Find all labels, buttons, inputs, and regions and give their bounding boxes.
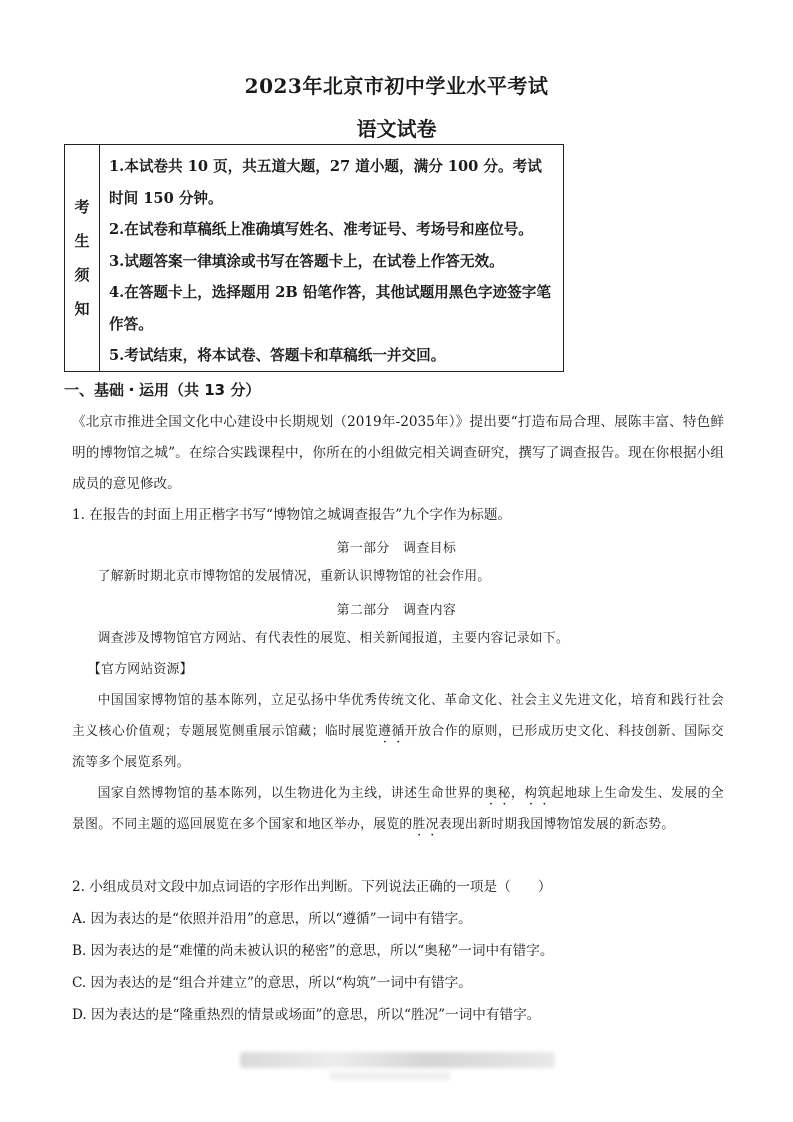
section-heading: 一、基础・运用（共 13 分） [64,381,261,399]
question-2-option-c: C. 因为表达的是“组合并建立”的意思，所以“构筑”一词中有错字。 [72,975,472,991]
part2-title: 第二部分 调查内容 [336,603,457,618]
question-1: 1. 在报告的封面上用正楷字书写“博物馆之城调查报告”九个字作为标题。 [72,507,512,523]
blurred-footer-watermark [330,1072,450,1080]
para-text: 国家自然博物馆的基本陈列，以生物进化为主线，讲述生命世界的 [97,786,485,801]
notice-items [100,145,563,371]
part1-title: 第一部分 调查目标 [336,541,457,556]
para-text: 中国国家博物馆的基本陈列，立足弘扬中华优秀传统文化、革命文化、社会主义先进文化，培育和践行社会主义核心价值观；专题展览侧重展示馆藏；临时展览 [72,693,724,739]
part2-text: 调查涉及博物馆官方网站、有代表性的展览、相关新闻报道，主要内容记录如下。 [97,631,570,646]
blurred-footer-watermark [240,1052,555,1068]
notice-heading-cell [65,145,100,371]
question-2-option-a: A. 因为表达的是“依照并沿用”的意思，所以“遵循”一词中有错字。 [72,911,472,927]
para-text: 表现出新时期我国博物馆发展的新态势。 [438,817,675,832]
dotted-word: 遵循 [378,724,405,739]
resource-label: 【官方网站资源】 [88,662,193,677]
notice-heading: 考生须知 [74,198,90,318]
exam-title: 2023年北京市初中学业水平考试 [244,74,549,98]
question-2-option-d: D. 因为表达的是“隆重热烈的情景或场面”的意思，所以“胜况”一词中有错字。 [72,1007,541,1023]
report-paragraph-nature [72,778,724,840]
para-text: 起地球上生命发生、发展的全景图。不同主题的巡回展览在多个国家和地区举办，展览的 [72,786,725,832]
dotted-word: 胜况 [412,817,439,832]
dotted-word: 构筑 [524,786,551,801]
question-2-stem: 2. 小组成员对文段中加点词语的字形作出判断。下列说法正确的一项是（ ） [72,879,552,895]
notice-item: 5.考试结束，将本试卷、答题卡和草稿纸一并交回。 [109,347,446,364]
para-text: 开放合作的原则，已形成历史文化、科技创新、国际交流等多个展览系列。 [72,724,724,770]
notice-item: 1.本试卷共 10 页，共五道大题，27 道小题，满分 100 分。考试时间 150 分钟。 [109,158,542,207]
para-text: ， [510,786,525,801]
notice-item: 2.在试卷和草稿纸上准确填写姓名、准考证号、考场号和座位号。 [109,221,533,238]
notice-item: 3.试题答案一律填涂或书写在答题卡上，在试卷上作答无效。 [109,252,504,270]
report-paragraph-museum [72,685,724,778]
question-2-option-b: B. 因为表达的是“难懂的尚未被认识的秘密”的意思，所以“奥秘”一词中有错字。 [72,943,554,959]
dotted-word: 奥秘 [484,786,511,801]
exam-subtitle: 语文试卷 [356,117,437,141]
section-intro: 《北京市推进全国文化中心建设中长期规划（2019年-2035年）》提出要“打造布局合理、展陈丰富、特色鲜明的博物馆之城”。在综合实践课程中，你所在的小组做完相关调查研究，撰写了调查报告。现在你根据小组成员的意见修改。 [72,414,724,492]
notice-item: 4.在答题卡上，选择题用 2B 铅笔作答，其他试题用黑色字迹签字笔作答。 [109,284,551,333]
part1-text: 了解新时期北京市博物馆的发展情况，重新认识博物馆的社会作用。 [97,569,491,584]
candidate-notice-box [64,144,564,372]
